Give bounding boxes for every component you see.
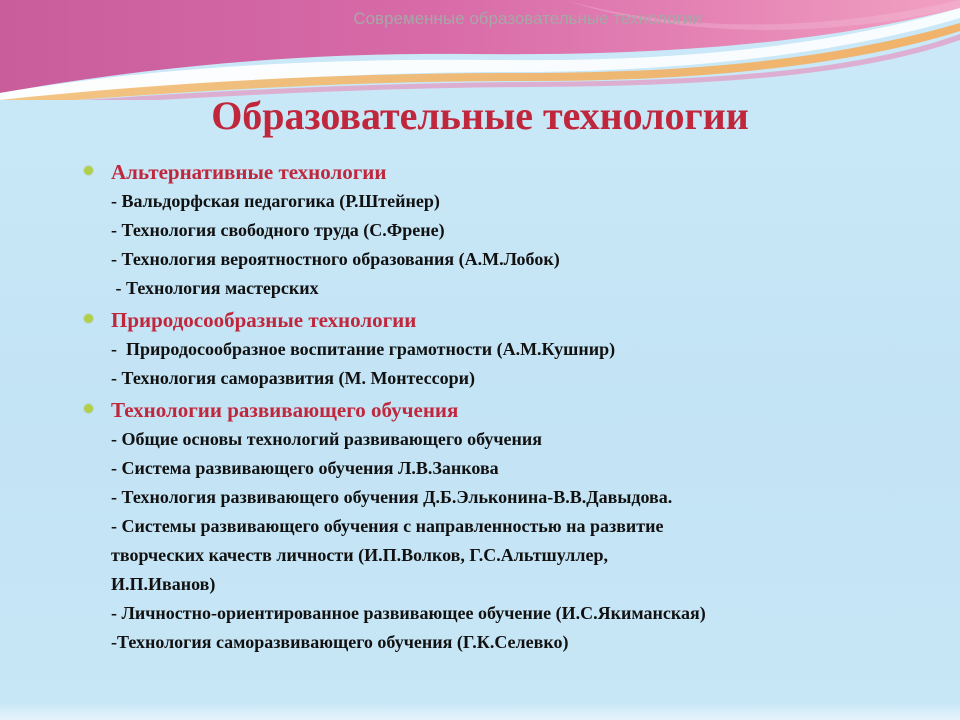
list-item: - Технология мастерских — [111, 278, 319, 298]
list-item: - Личностно-ориентированное развивающее обучение (И.С.Якиманская) — [111, 603, 706, 623]
list-item: - Технология развивающего обучения Д.Б.Эльконина-В.В.Давыдова. — [111, 487, 673, 507]
slide-header-caption: Современные образовательные технологии — [353, 9, 702, 28]
bottom-gradient-band — [0, 702, 960, 720]
list-item: - Общие основы технологий развивающего обучения — [111, 429, 543, 449]
slide-content — [84, 158, 926, 660]
page-title: Образовательные технологии — [211, 93, 749, 138]
section-items — [111, 425, 926, 657]
list-item: - Технология саморазвития (М. Монтессори) — [111, 368, 475, 388]
section-developmental-learning-technologies — [84, 396, 926, 657]
section-heading: Природосообразные технологии — [111, 308, 417, 332]
list-item: творческих качеств личности (И.П.Волков, Г.С.Альтшуллер, — [111, 545, 608, 565]
list-item: - Система развивающего обучения Л.В.Занкова — [111, 458, 499, 478]
section-items — [111, 187, 926, 303]
section-alternative-technologies — [84, 158, 926, 303]
section-heading: Технологии развивающего обучения — [111, 398, 459, 422]
list-item: - Вальдорфская педагогика (Р.Штейнер) — [111, 191, 440, 211]
list-item: - Природосообразное воспитание грамотности (А.М.Кушнир) — [111, 339, 616, 359]
bullet-icon — [84, 314, 93, 323]
list-item: - Системы развивающего обучения с направленностью на развитие — [111, 516, 664, 536]
section-heading: Альтернативные технологии — [111, 160, 387, 184]
list-item: - Технология вероятностного образования (А.М.Лобок) — [111, 249, 560, 269]
list-item: - Технология свободного труда (С.Френе) — [111, 220, 445, 240]
section-nature-conforming-technologies — [84, 306, 926, 393]
list-item: И.П.Иванов) — [111, 574, 216, 594]
bullet-icon — [84, 404, 93, 413]
list-item: -Технология саморазвивающего обучения (Г.К.Селевко) — [111, 632, 569, 652]
section-items — [111, 335, 926, 393]
bullet-icon — [84, 166, 93, 175]
